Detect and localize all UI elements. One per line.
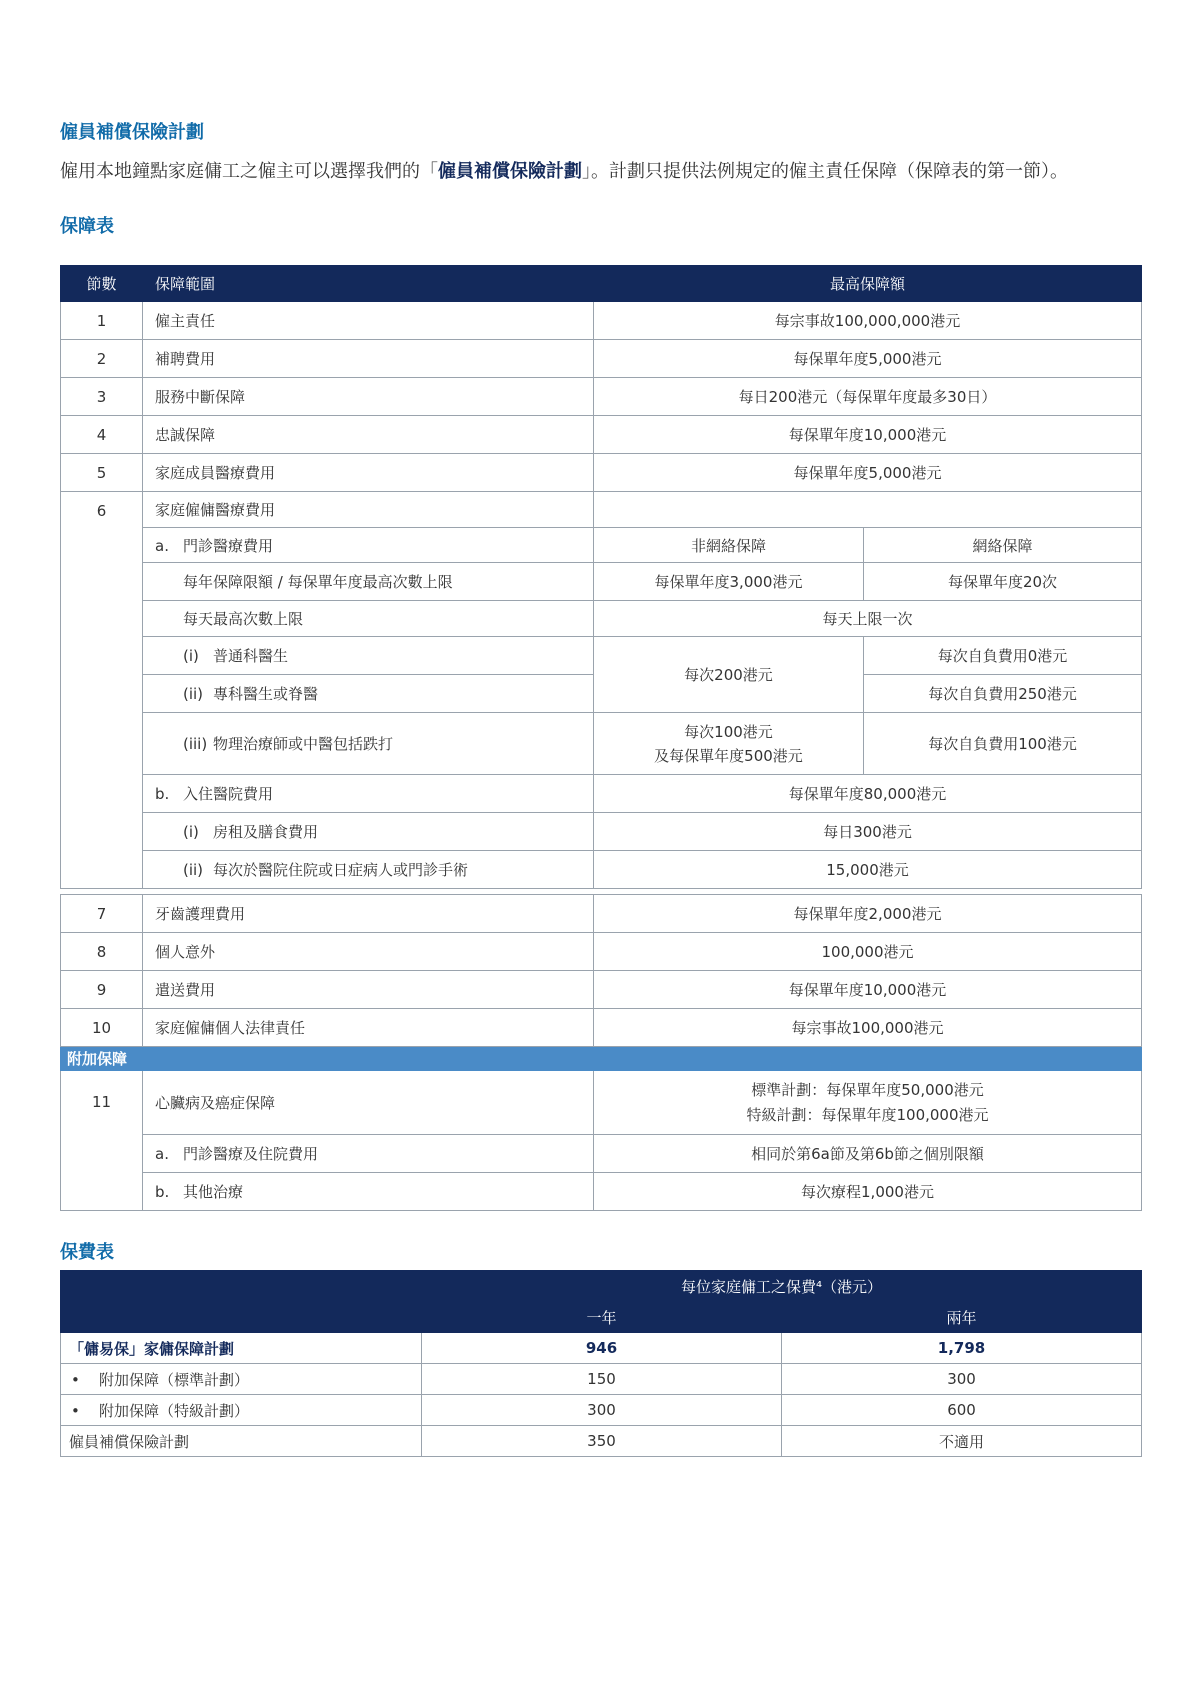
annual-limit-non-network: 每保單年度3,000港元 bbox=[594, 563, 864, 601]
table-row bbox=[61, 1426, 1142, 1457]
section-number: 6 bbox=[61, 492, 143, 889]
premium-one-year: 150 bbox=[422, 1364, 782, 1395]
benefit-table-title: 保障表 bbox=[60, 216, 114, 237]
room-board-label bbox=[143, 813, 594, 851]
table-row bbox=[61, 454, 1142, 492]
section-max bbox=[594, 1071, 1142, 1135]
bullet: • bbox=[71, 1401, 80, 1420]
premium-table-title: 保費表 bbox=[60, 1242, 114, 1263]
table-row bbox=[61, 528, 1142, 563]
section-scope: 家庭成員醫療費用 bbox=[143, 454, 594, 492]
premium-header: 每位家庭傭工之保費⁴（港元） bbox=[422, 1271, 1142, 1302]
sub-label: a. bbox=[155, 536, 169, 555]
table-row bbox=[61, 340, 1142, 378]
table-row bbox=[61, 378, 1142, 416]
premium-row-text: 附加保障（標準計劃） bbox=[99, 1370, 250, 1389]
sub-label: (i) bbox=[183, 823, 199, 841]
room-board-value: 每日300港元 bbox=[594, 813, 1142, 851]
sub-scope-text: 入住醫院費用 bbox=[183, 785, 274, 803]
premium-one-year: 350 bbox=[422, 1426, 782, 1457]
gp-network: 每次自負費用0港元 bbox=[864, 637, 1142, 675]
table-row bbox=[61, 1135, 1142, 1173]
non-network-header: 非網絡保障 bbox=[594, 528, 864, 563]
standard-plan-max: 標準計劃：每保單年度50,000港元 bbox=[751, 1080, 984, 1099]
sub-label: b. bbox=[155, 1183, 170, 1201]
physio-non-network bbox=[594, 713, 864, 775]
section-max: 每保單年度2,000港元 bbox=[594, 895, 1142, 933]
daily-limit-value: 每天上限一次 bbox=[594, 601, 1142, 637]
table-row bbox=[61, 601, 1142, 637]
section-number: 8 bbox=[61, 933, 143, 971]
plan-title: 僱員補償保險計劃 bbox=[60, 122, 204, 143]
section-number: 2 bbox=[61, 340, 143, 378]
physio-label bbox=[143, 713, 594, 775]
section-max: 每保單年度10,000港元 bbox=[594, 971, 1142, 1009]
header-scope: 保障範圍 bbox=[143, 266, 594, 302]
premium-plan-max: 特級計劃：每保單年度100,000港元 bbox=[746, 1105, 989, 1124]
table-row bbox=[61, 637, 1142, 675]
section-scope: 服務中斷保障 bbox=[143, 378, 594, 416]
section-scope: 牙齒護理費用 bbox=[143, 895, 594, 933]
table-row bbox=[61, 1333, 1142, 1364]
physio-non-network-line1: 每次100港元 bbox=[684, 722, 773, 741]
section-number: 5 bbox=[61, 454, 143, 492]
addon-row bbox=[61, 1047, 1142, 1071]
section-max-empty bbox=[594, 492, 1142, 528]
table-row bbox=[61, 1009, 1142, 1047]
sub-scope-a bbox=[143, 528, 594, 563]
surgery-text: 每次於醫院住院或日症病人或門診手術 bbox=[213, 861, 469, 879]
specialist-label bbox=[143, 675, 594, 713]
section-scope: 僱主責任 bbox=[143, 302, 594, 340]
table-row bbox=[61, 492, 1142, 528]
sub-scope-b bbox=[143, 1173, 594, 1211]
sub-label: (iii) bbox=[183, 735, 208, 753]
bullet: • bbox=[71, 1370, 80, 1389]
section-max: 每日200港元（每保單年度最多30日） bbox=[594, 378, 1142, 416]
section-max: 每保單年度10,000港元 bbox=[594, 416, 1142, 454]
section-number: 10 bbox=[61, 1009, 143, 1047]
sub-scope-text: 門診醫療費用 bbox=[183, 536, 274, 555]
premium-header-blank bbox=[61, 1271, 422, 1333]
col-one-year: 一年 bbox=[422, 1302, 782, 1333]
premium-one-year: 300 bbox=[422, 1395, 782, 1426]
col-two-year: 兩年 bbox=[782, 1302, 1142, 1333]
gp-label bbox=[143, 637, 594, 675]
gp-spec-non-network: 每次200港元 bbox=[594, 637, 864, 713]
section-max: 100,000港元 bbox=[594, 933, 1142, 971]
table-row bbox=[61, 813, 1142, 851]
table-row bbox=[61, 1364, 1142, 1395]
hospital-value: 每保單年度80,000港元 bbox=[594, 775, 1142, 813]
premium-row-label bbox=[61, 1364, 422, 1395]
sub-label: (i) bbox=[183, 647, 199, 665]
table-row bbox=[61, 851, 1142, 889]
header-max: 最高保障額 bbox=[594, 266, 1142, 302]
gp-text: 普通科醫生 bbox=[213, 647, 289, 665]
header-section: 節數 bbox=[61, 266, 143, 302]
section-scope: 家庭僱傭醫療費用 bbox=[143, 492, 594, 528]
premium-two-year: 300 bbox=[782, 1364, 1142, 1395]
benefit-table bbox=[60, 265, 1142, 889]
table-row bbox=[61, 1173, 1142, 1211]
sub-scope-text: 其他治療 bbox=[183, 1183, 244, 1201]
sub-value: 相同於第6a節及第6b節之個別限額 bbox=[594, 1135, 1142, 1173]
annual-limit-label: 每年保障限額 / 每保單年度最高次數上限 bbox=[143, 563, 594, 601]
table-row bbox=[61, 1395, 1142, 1426]
table-row bbox=[61, 775, 1142, 813]
benefit-table-continued bbox=[60, 894, 1142, 1211]
specialist-network: 每次自負費用250港元 bbox=[864, 675, 1142, 713]
premium-table bbox=[60, 1270, 1142, 1457]
room-board-text: 房租及膳食費用 bbox=[213, 823, 319, 841]
section-scope: 個人意外 bbox=[143, 933, 594, 971]
section-scope: 補聘費用 bbox=[143, 340, 594, 378]
premium-header-row bbox=[61, 1271, 1142, 1302]
table-row bbox=[61, 302, 1142, 340]
section-max: 每宗事故100,000,000港元 bbox=[594, 302, 1142, 340]
table-row bbox=[61, 895, 1142, 933]
table-row bbox=[61, 971, 1142, 1009]
section-max: 每宗事故100,000港元 bbox=[594, 1009, 1142, 1047]
table-row bbox=[61, 1071, 1142, 1135]
intro-text-after: 」。計劃只提供法例規定的僱主責任保障（保障表的第一節）。 bbox=[582, 161, 1068, 182]
sub-label: (ii) bbox=[183, 861, 204, 879]
specialist-text: 專科醫生或脊醫 bbox=[213, 685, 319, 703]
table-row bbox=[61, 933, 1142, 971]
benefit-table-header bbox=[61, 266, 1142, 302]
network-header: 網絡保障 bbox=[864, 528, 1142, 563]
section-number: 11 bbox=[61, 1071, 143, 1211]
table-row bbox=[61, 713, 1142, 775]
physio-text: 物理治療師或中醫包括跌打 bbox=[213, 735, 394, 753]
section-number: 9 bbox=[61, 971, 143, 1009]
section-scope: 家庭僱傭個人法律責任 bbox=[143, 1009, 594, 1047]
intro-text-before: 僱用本地鐘點家庭傭工之僱主可以選擇我們的「 bbox=[60, 161, 438, 182]
section-number: 1 bbox=[61, 302, 143, 340]
premium-row-label bbox=[61, 1395, 422, 1426]
premium-row-text: 附加保障（特級計劃） bbox=[99, 1401, 250, 1420]
sub-scope-text: 門診醫療及住院費用 bbox=[183, 1145, 319, 1163]
premium-row-label: 「傭易保」家傭保障計劃 bbox=[61, 1333, 422, 1364]
section-scope: 忠誠保障 bbox=[143, 416, 594, 454]
surgery-value: 15,000港元 bbox=[594, 851, 1142, 889]
surgery-label bbox=[143, 851, 594, 889]
section-scope: 心臟病及癌症保障 bbox=[143, 1071, 594, 1135]
intro-plan-name: 僱員補償保險計劃 bbox=[438, 161, 582, 182]
annual-limit-network: 每保單年度20次 bbox=[864, 563, 1142, 601]
premium-two-year: 不適用 bbox=[782, 1426, 1142, 1457]
section-number: 3 bbox=[61, 378, 143, 416]
section-scope: 遣送費用 bbox=[143, 971, 594, 1009]
table-row bbox=[61, 416, 1142, 454]
section-number: 4 bbox=[61, 416, 143, 454]
section-number: 7 bbox=[61, 895, 143, 933]
premium-two-year: 1,798 bbox=[782, 1333, 1142, 1364]
premium-row-label: 僱員補償保險計劃 bbox=[61, 1426, 422, 1457]
section-max: 每保單年度5,000港元 bbox=[594, 340, 1142, 378]
physio-network: 每次自負費用100港元 bbox=[864, 713, 1142, 775]
sub-label: b. bbox=[155, 785, 170, 803]
table-row bbox=[61, 563, 1142, 601]
daily-limit-label: 每天最高次數上限 bbox=[143, 601, 594, 637]
sub-scope-a bbox=[143, 1135, 594, 1173]
sub-value: 每次療程1,000港元 bbox=[594, 1173, 1142, 1211]
addon-label: 附加保障 bbox=[61, 1047, 1142, 1071]
intro-paragraph bbox=[60, 160, 1140, 183]
sub-scope-b bbox=[143, 775, 594, 813]
sub-label: (ii) bbox=[183, 685, 204, 703]
physio-non-network-line2: 及每保單年度500港元 bbox=[654, 746, 803, 765]
sub-label: a. bbox=[155, 1145, 169, 1163]
premium-one-year: 946 bbox=[422, 1333, 782, 1364]
section-max: 每保單年度5,000港元 bbox=[594, 454, 1142, 492]
premium-two-year: 600 bbox=[782, 1395, 1142, 1426]
